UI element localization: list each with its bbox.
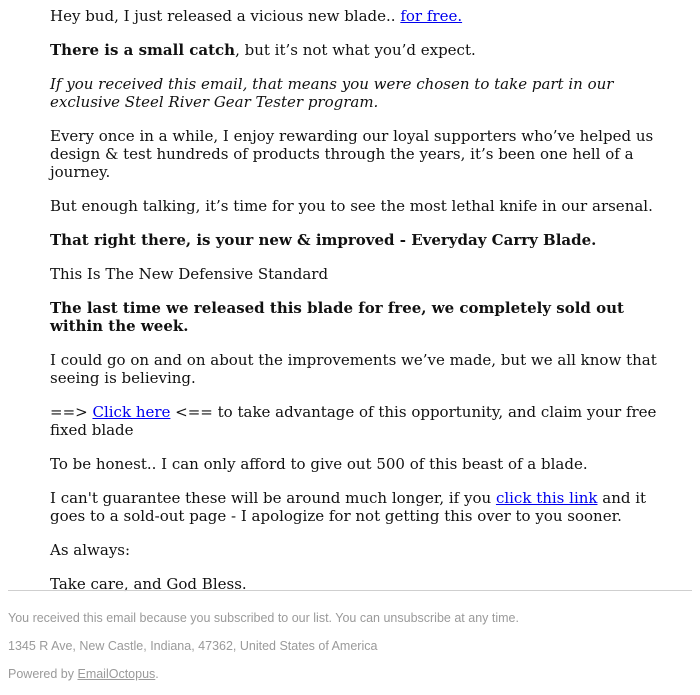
everyday-carry-paragraph: That right there, is your new & improved - Everyday Carry Blade. xyxy=(50,231,597,249)
click-here-link[interactable]: Click here xyxy=(92,403,171,421)
rewarding-paragraph: Every once in a while, I enjoy rewarding our loyal supporters who’ve helped us design & test hundreds of products through the years, it’s been one hell of a journey. xyxy=(50,127,654,181)
guarantee-after: and it goes to a sold-out page - I apologize for not getting this over to you sooner. xyxy=(50,489,647,525)
tester-program-paragraph: If you received this email, that means you were chosen to take part in our exclusive Steel River Gear Tester program. xyxy=(50,75,614,111)
click-here-rest: <== to take advantage of this opportunity, and claim your free fixed blade xyxy=(50,403,657,439)
catch-bold-text: There is a small catch xyxy=(50,41,236,59)
click-here-paragraph xyxy=(50,403,660,439)
powered-by-prefix: Powered by xyxy=(8,667,78,681)
defensive-standard-paragraph: This Is The New Defensive Standard xyxy=(50,265,329,283)
improvements-paragraph: I could go on and on about the improvements we’ve made, but we all know that seeing is believing. xyxy=(50,351,657,387)
email-body xyxy=(50,7,660,609)
guarantee-before: I can't guarantee these will be around much longer, if you xyxy=(50,489,496,507)
greeting-text: Hey bud, I just released a vicious new blade.. xyxy=(50,7,401,25)
as-always-paragraph: As always: xyxy=(50,541,131,559)
sold-out-paragraph: The last time we released this blade for free, we completely sold out within the week. xyxy=(50,299,624,335)
footer-divider xyxy=(8,590,692,591)
powered-by xyxy=(8,666,692,682)
sign-off-paragraph: Take care, and God Bless. xyxy=(50,575,247,593)
for-free-link[interactable]: for free. xyxy=(400,7,463,25)
email-footer xyxy=(8,610,692,694)
arrow-prefix: ==> xyxy=(50,403,93,421)
catch-paragraph xyxy=(50,41,660,59)
enough-talking-paragraph: But enough talking, it’s time for you to see the most lethal knife in our arsenal. xyxy=(50,197,653,215)
emailoctopus-link[interactable]: EmailOctopus xyxy=(77,667,156,681)
honest-paragraph: To be honest.. I can only afford to give out 500 of this beast of a blade. xyxy=(50,455,588,473)
subscription-note: You received this email because you subscribed to our list. You can unsubscribe at any time. xyxy=(8,611,519,625)
greeting-paragraph xyxy=(50,7,660,25)
catch-rest-text: , but it’s not what you’d expect. xyxy=(235,41,476,59)
postal-address: 1345 R Ave, New Castle, Indiana, 47362, United States of America xyxy=(8,639,378,653)
powered-by-suffix: . xyxy=(155,667,159,681)
guarantee-paragraph xyxy=(50,489,660,525)
click-this-link[interactable]: click this link xyxy=(495,489,598,507)
